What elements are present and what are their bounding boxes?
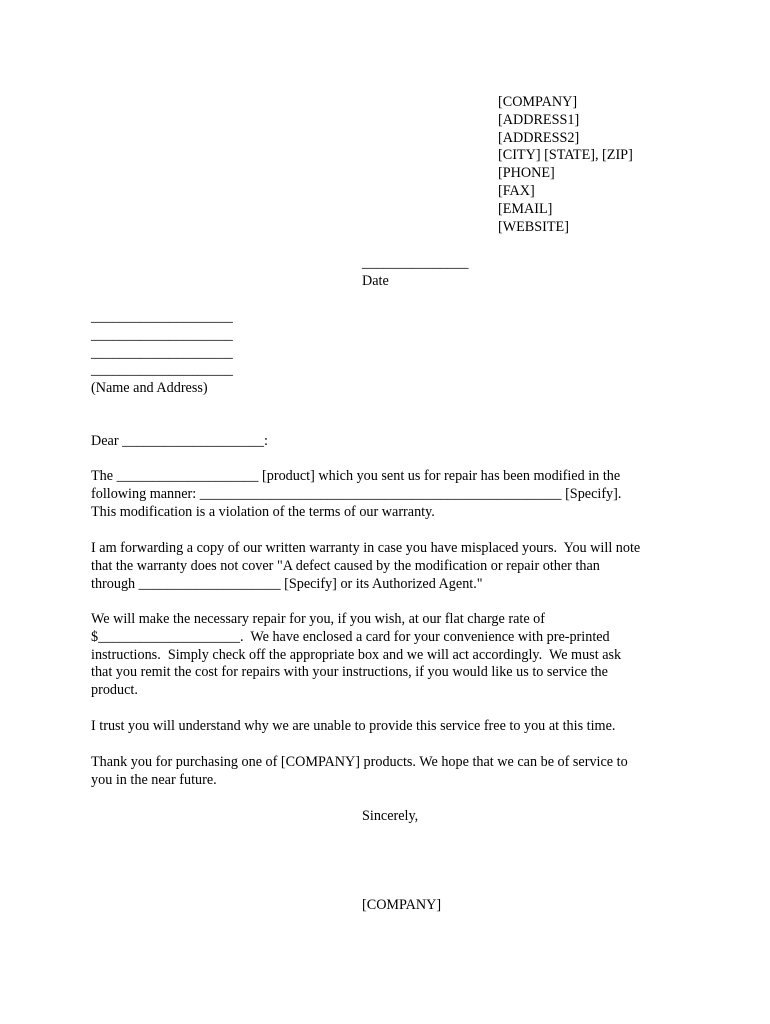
paragraph-line: I trust you will understand why we are unable to provide this service free to you at this time. — [91, 718, 616, 734]
salutation — [91, 433, 711, 451]
paragraph-line: instructions. Simply check off the appropriate box and we will act accordingly. We must ask — [91, 646, 622, 663]
recipient-label: (Name and Address) — [91, 380, 208, 397]
recipient-blank-line: ____________________ — [91, 344, 233, 361]
letterhead-company: [COMPANY] — [498, 94, 578, 110]
recipient-blank-line: ____________________ — [91, 309, 233, 325]
date-block — [362, 255, 468, 291]
recipient-blank-line: ____________________ — [91, 326, 233, 343]
letterhead-city-state-zip: [CITY] [STATE], [ZIP] — [498, 147, 633, 164]
date-blank: _______________ — [362, 255, 469, 271]
paragraph-line: following manner: ___________________________________________________ [Specify]. — [91, 485, 622, 502]
salutation-text: Dear ____________________: — [91, 433, 268, 449]
paragraph-warranty — [91, 540, 711, 593]
closing-text: Sincerely, — [362, 808, 419, 824]
letterhead-phone: [PHONE] — [498, 165, 555, 182]
paragraph-trust — [91, 718, 711, 736]
paragraph-line: This modification is a violation of the terms of our warranty. — [91, 503, 435, 520]
paragraph-line: Thank you for purchasing one of [COMPANY] products. We hope that we can be of service to — [91, 754, 628, 770]
letterhead-address2: [ADDRESS2] — [498, 129, 580, 146]
paragraph-line: through ____________________ [Specify] or its Authorized Agent." — [91, 575, 483, 592]
paragraph-line: product. — [91, 682, 138, 699]
closing — [362, 808, 418, 826]
paragraph-line: you in the near future. — [91, 771, 217, 788]
paragraph-line: that the warranty does not cover "A defect caused by the modification or repair other than — [91, 557, 600, 574]
paragraph-repair-charge — [91, 611, 711, 700]
recipient-block — [91, 309, 233, 398]
paragraph-line: The ____________________ [product] which you sent us for repair has been modified in the — [91, 468, 621, 484]
paragraph-line: $____________________. We have enclosed a card for your convenience with pre-printed — [91, 628, 610, 645]
letterhead-fax: [FAX] — [498, 182, 535, 199]
letterhead — [498, 94, 633, 236]
date-label: Date — [362, 272, 389, 289]
paragraph-line: I am forwarding a copy of our written warranty in case you have misplaced yours. You will note — [91, 540, 641, 556]
paragraph-modification — [91, 468, 711, 521]
letterhead-website: [WEBSITE] — [498, 218, 569, 235]
recipient-blank-line: ____________________ — [91, 362, 233, 379]
signature-company: [COMPANY] — [362, 897, 442, 913]
paragraph-line: that you remit the cost for repairs with your instructions, if you would like us to service the — [91, 664, 608, 681]
letterhead-email: [EMAIL] — [498, 200, 553, 217]
letterhead-address1: [ADDRESS1] — [498, 111, 580, 128]
paragraph-thanks — [91, 754, 711, 790]
paragraph-line: We will make the necessary repair for you, if you wish, at our flat charge rate of — [91, 611, 545, 627]
signature — [362, 897, 441, 915]
